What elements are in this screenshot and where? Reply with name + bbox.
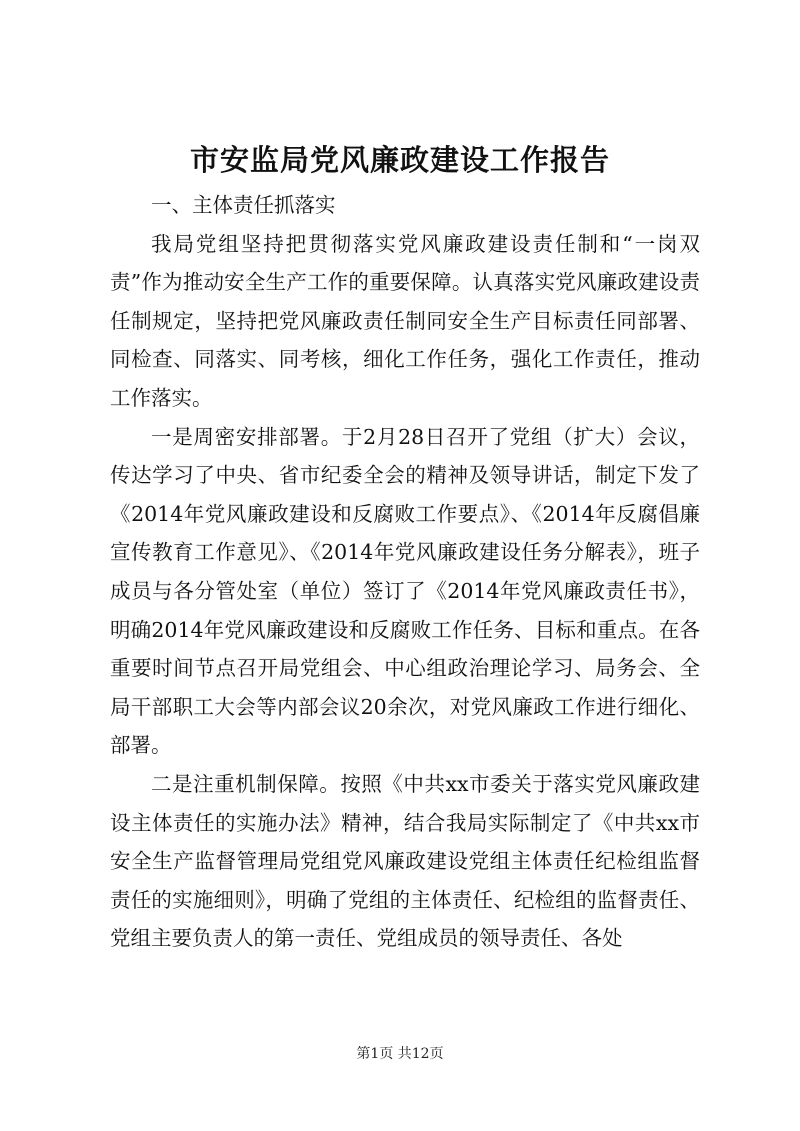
paragraph: 我局党组坚持把贯彻落实党风廉政建设责任制和“一岗双责”作为推动安全生产工作的重要保障。认真落实党风廉政建设责任制规定，坚持把党风廉政责任制同安全生产目标责任同部署、同检查、同落实、同考核，细化工作任务，强化工作责任，推动工作落实。 [110, 231, 700, 410]
paragraph: 二是注重机制保障。按照《中共xx市委关于落实党风廉政建设主体责任的实施办法》精神，结合我局实际制定了《中共xx市安全生产监督管理局党组党风廉政建设党组主体责任纪检组监督责任的实施细则》，明确了党组的主体责任、纪检组的监督责任、党组主要负责人的第一责任、党组成员的领导责任、各处 [110, 771, 700, 951]
document-title: 市安监局党风廉政建设工作报告 [189, 143, 610, 177]
paragraph: 一是周密安排部署。于2月28日召开了党组（扩大）会议，传达学习了中央、省市纪委全会的精神及领导讲话，制定下发了《2014年党风廉政建设和反腐败工作要点》、《2014年反腐倡廉宣传教育工作意见》、《2014年党风廉政建设任务分解表》，班子成员与各分管处室（单位）签订了《2014年党风廉政责任书》，明确2014年党风廉政建设和反腐败工作任务、目标和重点。在各重要时间节点召开局党组会、中心组政治理论学习、局务会、全局干部职工大会等内部会议20余次，对党风廉政工作进行细化、部署。 [110, 424, 700, 758]
document-body [110, 186, 700, 958]
section-heading: 一、主体责任抓落实 [151, 193, 336, 217]
page-footer: 第1页 共12页 [356, 1046, 444, 1062]
